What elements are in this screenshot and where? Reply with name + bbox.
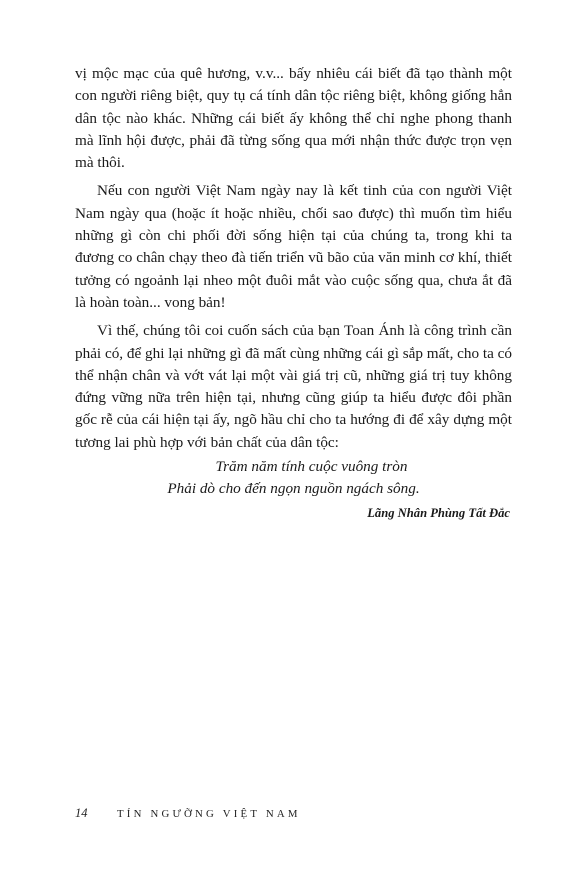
paragraph-3: Vì thế, chúng tôi coi cuốn sách của bạn Toan Ánh là công trình cần phải có, để ghi lại những gì đã mất cùng những cái gì sắp mất, cho ta có thể nhận chân và vớt vát lại một vài giá trị cũ, những giá trị tuy không đứng vững nữa trên hiện tại, nhưng cũng giúp ta hiểu được đôi phần gốc rễ của cái hiện tại ấy, ngõ hầu chỉ cho ta hướng đi để xây dựng một tương lai phù hợp với bản chất của dân tộc:	[75, 322, 512, 451]
paragraph-2: Nếu con người Việt Nam ngày nay là kết tinh của con người Việt Nam ngày qua (hoặc ít hoặc nhiều, chối sao được) thì muốn tìm hiểu những gì còn chi phối đời sống hiện tại của chúng ta, trong khi ta đương co chân chạy theo đà tiến triển vũ bão của văn minh cơ khí, thiết tưởng có ngoảnh lại nheo một đuôi mắt vào cuộc sống qua, chưa ắt đã là hoàn toàn... vong bản!	[75, 182, 512, 311]
poem-quote	[75, 456, 512, 501]
poem-line-2: Phải dò cho đến ngọn nguồn ngách sông.	[167, 480, 420, 498]
page-number: 14	[75, 806, 88, 820]
page-body	[75, 63, 512, 523]
paragraph-1: vị mộc mạc của quê hương, v.v... bấy nhiêu cái biết đã tạo thành một con người riêng biệt, quy tụ cá tính dân tộc riêng biệt, không giống hẳn dân tộc nào khác. Những cái biết ấy không thể chỉ nghe phong thanh mà lĩnh hội được, phải đã từng sống qua mới nhận thức được trọn vẹn mà thôi.	[75, 65, 512, 172]
poem-line-1: Trăm năm tính cuộc vuông tròn	[215, 458, 408, 476]
page-footer	[75, 806, 301, 821]
running-title: TÍN NGƯỠNG VIỆT NAM	[117, 808, 301, 820]
poem-attribution: Lãng Nhân Phùng Tất Đắc	[367, 505, 510, 520]
